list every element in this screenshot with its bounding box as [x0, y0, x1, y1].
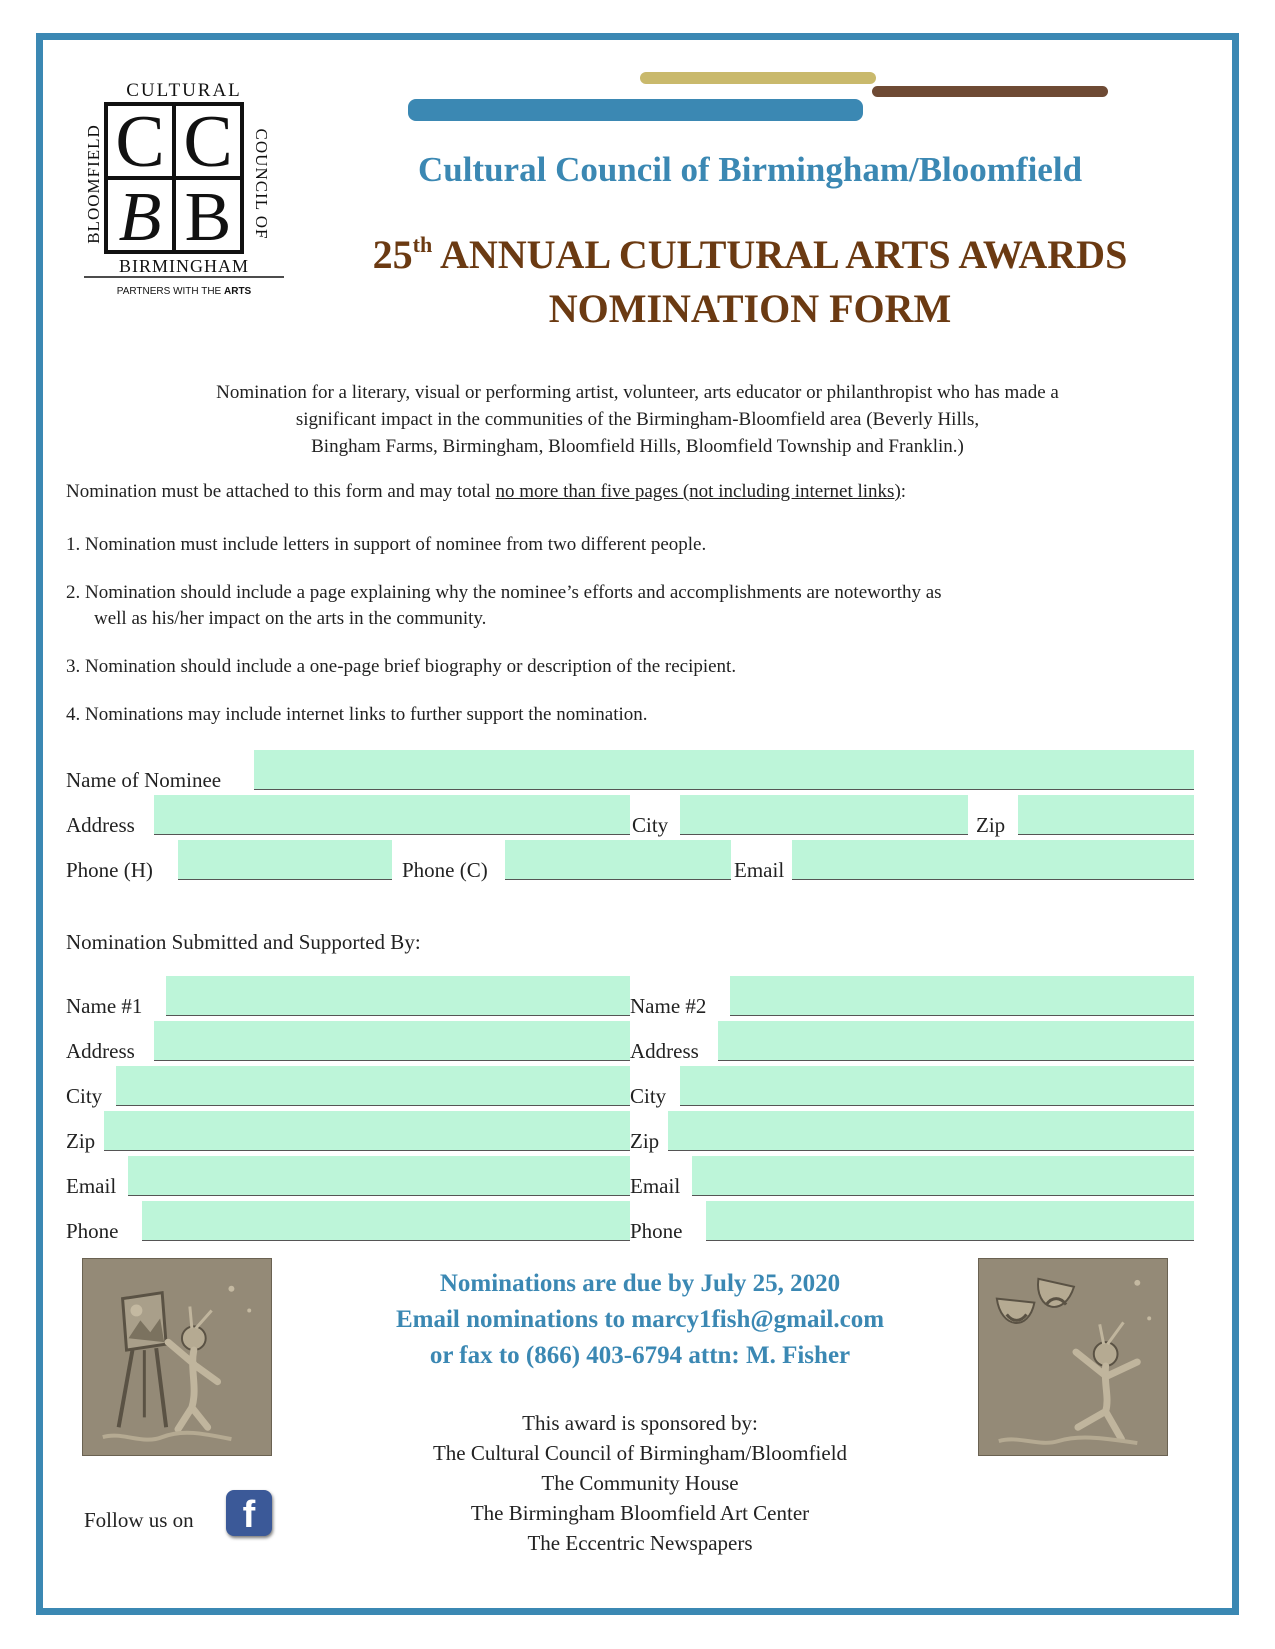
decor-bar-brown [872, 86, 1108, 97]
nominee-phone-cell-label: Phone (C) [402, 858, 488, 882]
supporter1-address-label: Address [66, 1039, 135, 1063]
nominee-zip-field[interactable] [1018, 795, 1194, 835]
supporter2-phone-field[interactable] [706, 1201, 1194, 1241]
artist-relief-image [82, 1258, 272, 1456]
svg-text:COUNCIL OF: COUNCIL OF [252, 128, 271, 240]
supporters-heading: Nomination Submitted and Supported By: [66, 930, 421, 954]
supporter1-name-field[interactable] [166, 976, 630, 1016]
nominee-zip-label: Zip [976, 813, 1006, 837]
svg-text:C: C [115, 101, 165, 183]
council-logo [80, 76, 288, 302]
supporter1-phone-field[interactable] [142, 1201, 630, 1241]
nominee-email-label: Email [734, 858, 785, 882]
decor-bar-blue [408, 99, 863, 121]
supporter1-city-label: City [66, 1084, 103, 1108]
svg-text:PARTNERS WITH THE ARTS: PARTNERS WITH THE ARTS [116, 286, 252, 297]
form-title: NOMINATION FORM [548, 286, 952, 331]
supporter1-zip-label: Zip [66, 1129, 96, 1153]
requirement-item: 2. Nomination should include a page explaining why the nominee’s efforts and accomplishments are noteworthy as well as his/her impact on the arts in the community. [66, 582, 942, 629]
supporter2-email-label: Email [630, 1174, 681, 1198]
follow-us-label: Follow us on [84, 1508, 194, 1532]
nominee-address-field[interactable] [154, 795, 630, 835]
nominee-phone-home-label: Phone (H) [66, 858, 153, 882]
deadline-info: Nominations are due by July 25, 2020 Email nominations to marcy1fish@gmail.com or fax to (866) 403-6794 attn: M. Fisher [395, 1270, 885, 1369]
actor-relief-image [978, 1258, 1168, 1456]
supporter2-name-field[interactable] [730, 976, 1194, 1016]
svg-text:C: C [183, 101, 233, 183]
supporter2-city-field[interactable] [680, 1066, 1194, 1106]
requirements-lead: Nomination must be attached to this form and may total no more than five pages (not including internet links): [66, 481, 907, 502]
award-title: 25th ANNUAL CULTURAL ARTS AWARDS NOMINATION FORM [300, 218, 1200, 336]
svg-text:BIRMINGHAM: BIRMINGHAM [118, 256, 250, 276]
facebook-icon[interactable]: f [226, 1490, 272, 1536]
council-title: Cultural Council of Birmingham/Bloomfield [417, 150, 1083, 189]
supporter1-email-field[interactable] [128, 1156, 630, 1196]
supporter2-name-label: Name #2 [630, 994, 707, 1018]
nominee-city-label: City [632, 813, 669, 837]
requirement-item: 3. Nomination should include a one-page brief biography or description of the recipient. [66, 656, 737, 677]
svg-text:B: B [118, 179, 162, 256]
nominee-name-label: Name of Nominee [66, 768, 222, 792]
supporter1-zip-field[interactable] [104, 1111, 630, 1151]
nominee-email-field[interactable] [792, 840, 1194, 880]
supporter1-phone-label: Phone [66, 1219, 119, 1243]
svg-text:CULTURAL: CULTURAL [126, 80, 242, 101]
supporter1-city-field[interactable] [116, 1066, 630, 1106]
intro-text: Nomination for a literary, visual or performing artist, volunteer, arts educator or philanthropist who has made a significant impact in the communities of the Birmingham-Bloomfield area (Beverly Hills, Bingham Farms, Birmingham, Bloomfield Hills, Bloomfield Township and Franklin.) [216, 382, 1059, 457]
supporter1-address-field[interactable] [154, 1021, 630, 1061]
nominee-name-field[interactable] [254, 750, 1194, 790]
supporter2-address-field[interactable] [718, 1021, 1194, 1061]
sponsor-list: This award is sponsored by: The Cultural Council of Birmingham/Bloomfield The Community House The Birmingham Bloomfield Art Center The Eccentric Newspapers [432, 1411, 848, 1555]
supporter2-email-field[interactable] [692, 1156, 1194, 1196]
supporter2-address-label: Address [630, 1039, 699, 1063]
supporter2-phone-label: Phone [630, 1219, 683, 1243]
svg-text:BLOOMFIELD: BLOOMFIELD [84, 124, 103, 244]
requirement-item: 4. Nominations may include internet links to further support the nomination. [66, 704, 648, 725]
nominee-phone-cell-field[interactable] [505, 840, 731, 880]
nominee-phone-home-field[interactable] [178, 840, 392, 880]
requirement-item: 1. Nomination must include letters in support of nominee from two different people. [66, 534, 707, 555]
supporter1-email-label: Email [66, 1174, 117, 1198]
supporter2-city-label: City [630, 1084, 667, 1108]
supporter1-name-label: Name #1 [66, 994, 143, 1018]
supporter2-zip-field[interactable] [668, 1111, 1194, 1151]
nominee-city-field[interactable] [680, 795, 968, 835]
supporter2-zip-label: Zip [630, 1129, 660, 1153]
nominee-address-label: Address [66, 813, 135, 837]
decor-bar-gold [640, 72, 876, 84]
svg-text:B: B [184, 179, 232, 256]
